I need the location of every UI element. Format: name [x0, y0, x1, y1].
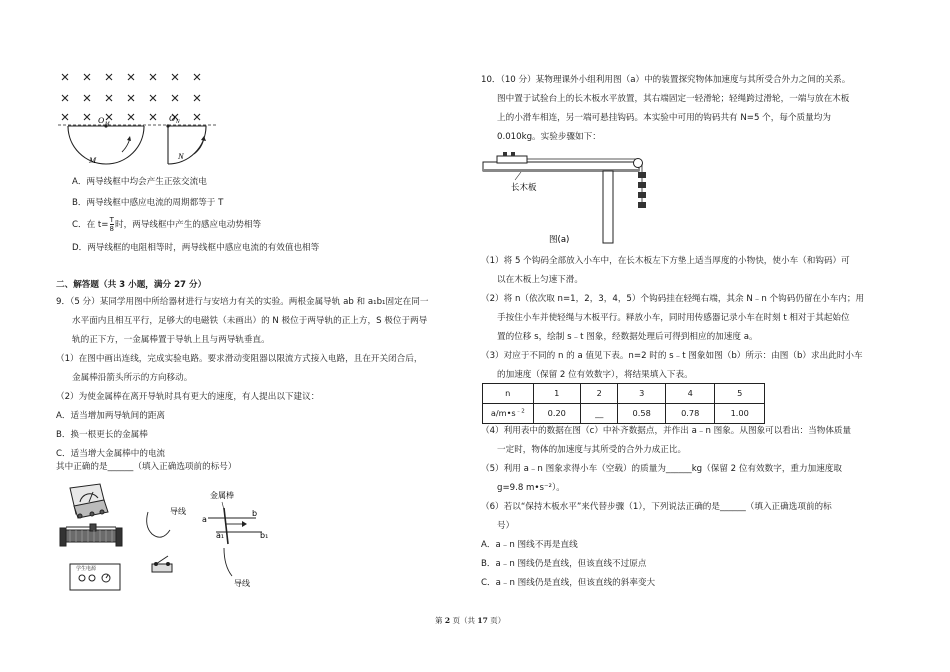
metal-rod [224, 508, 228, 544]
label-N: N [178, 151, 184, 161]
unit-label: a/m•s [490, 408, 516, 419]
magnetic-field-figure [56, 70, 226, 165]
step-line: 一定时，物体的加速度与其所受的合外力成正比。 [497, 445, 687, 455]
table-row [483, 404, 765, 424]
table-cell: 1.00 [715, 404, 765, 424]
table-cell: 0.20 [533, 404, 581, 424]
page-footer [435, 617, 505, 625]
q9-line: 轨的正下方，一金属棒置于导轨上且与两导轨垂直。 [72, 335, 270, 345]
q9-line: 金属棒沿箭头所示的方向移动。 [72, 373, 193, 383]
q9-option-a: A．适当增加两导轨间的距离 [56, 411, 166, 421]
n-a-table [482, 383, 765, 424]
q10-line: 0.010kg。实验步骤如下： [497, 132, 601, 142]
step-line: 手按住小车并使轻绳与木板平行。释放小车，同时用传感器记录小车在时刻 t 相对于其起始位 [497, 313, 850, 323]
table-cell: 0.58 [618, 404, 666, 424]
section-title: 二、解答题（共 3 小题，满分 27 分） [56, 280, 207, 290]
figure-a [481, 146, 671, 248]
table-cell: 5 [715, 384, 765, 404]
label-ON: O [169, 113, 176, 123]
rod-label: 金属棒 [210, 491, 234, 500]
label-ON-sub: N [176, 119, 180, 125]
wire-label-1: 导线 [170, 507, 186, 516]
q9-answer-prompt: 其中正确的是______（填入正确选项前的标号） [56, 462, 237, 472]
step-line: 以在木板上匀速下滑。 [497, 275, 583, 285]
label-b1: b₁ [260, 531, 269, 540]
step-line: （4）利用表中的数据在图（c）中补齐数据点，并作出 a﹣n 图象。从图象可以看出：当物体质量 [481, 426, 852, 436]
q10-option-b: B．a﹣n 图线仍是直线，但该直线不过原点 [481, 559, 647, 569]
q8-option-c-post: 时，两导线框中产生的感应电动势相等 [114, 220, 262, 230]
fig-a-caption: 图(a) [549, 235, 570, 245]
q8-option-d: D．两导线框的电阻相等时，两导线框中感应电流的有效值也相等 [72, 243, 320, 253]
cart [497, 156, 527, 163]
frame-M [68, 126, 144, 164]
answer-blank-cell[interactable]: __ [581, 404, 618, 424]
q8-option-b: B．两导线框中感应电流的周期都等于 T [72, 198, 224, 208]
table-cell: 4 [665, 384, 715, 404]
footer-post: 页） [487, 616, 506, 625]
q9-line: （2）为使金属棒在离开导轨时具有更大的速度，有人提出以下建议： [56, 392, 320, 402]
magnetic-field-diagram [56, 70, 226, 165]
label-a1: a₁ [216, 531, 225, 540]
circuit-diagram [56, 478, 286, 602]
unit-exponent: ﹣2 [515, 408, 525, 415]
label-M: M [89, 155, 97, 165]
step-line: 号） [497, 521, 515, 531]
pulley [634, 159, 643, 168]
footer-page: 2 [444, 616, 451, 625]
wire-1 [147, 512, 170, 537]
step-line: （3）对应于不同的 n 的 a 值见下表。n=2 时的 s﹣t 图象如图（b）所示：由图（b）求出此时小车 [481, 351, 863, 361]
wire-label-2: 导线 [234, 579, 250, 588]
q9-option-b: B．换一根更长的金属棒 [56, 430, 148, 440]
board-label: 长木板 [511, 183, 537, 193]
step-line: 置的位移 s，绘制 s﹣t 图象，经数据处理后可得到相应的加速度 a。 [497, 332, 758, 342]
wire-2 [224, 548, 232, 576]
table-cell: 0.78 [665, 404, 715, 424]
label-b: b [252, 509, 258, 518]
q10-line: 图中置于试验台上的长木板水平放置，其右端固定一轻滑轮；轻绳跨过滑轮，一端与放在木板 [497, 94, 850, 104]
table-cell: n [483, 384, 534, 404]
label-a: a [202, 515, 207, 524]
step-line: 的加速度（保留 2 位有效数字），将结果填入下表。 [497, 370, 693, 380]
frame-N [168, 126, 206, 164]
q9-line: 水平面内且相互平行，足够大的电磁铁（未画出）的 N 极位于两导轨的正上方，S 极位于两导 [72, 316, 428, 326]
q9-line: 9．（5 分）某同学用图中所给器材进行与安培力有关的实验。两根金属导轨 ab 和 a₁b₁固定在同一 [56, 297, 429, 307]
table-cell: 1 [533, 384, 581, 404]
q9-option-c: C．适当增大金属棒中的电流 [56, 449, 166, 459]
switch [152, 556, 172, 572]
rails [208, 518, 262, 532]
fraction-numerator: T [109, 216, 114, 224]
q10-option-c: C．a﹣n 图线仍是直线，但该直线的斜率变大 [481, 578, 656, 588]
fraction-denominator: 8 [109, 225, 114, 233]
q8-option-c [72, 216, 261, 233]
label-OM-sub: M [105, 121, 110, 127]
step-line: （5）利用 a﹣n 图象求得小车（空载）的质量为______kg（保留 2 位有效数字，重力加速度取 [481, 464, 842, 474]
q8-option-c-pre: C．在 t= [72, 220, 109, 230]
figure-a-diagram [481, 146, 671, 248]
footer-total: 17 [477, 616, 488, 625]
footer-mid: 页（共 [450, 616, 478, 625]
label-OM: O [98, 115, 105, 125]
long-board [483, 169, 639, 172]
q9-line: （1）在图中画出连线，完成实验电路。要求滑动变阻器以限流方式接入电路，且在开关闭合后， [56, 354, 423, 364]
table-leg [603, 171, 613, 243]
field-crosses [62, 74, 200, 120]
circuit-figure [56, 478, 286, 602]
q10-option-a: A．a﹣n 图线不再是直线 [481, 540, 578, 550]
table-row [483, 384, 765, 404]
fraction-t-over-8 [110, 216, 114, 233]
step-line: g=9.8 m•s⁻²）。 [497, 483, 565, 493]
table-row-label [483, 404, 534, 424]
q10-line: 上的小滑车相连，另一端可悬挂钩码。本实验中可用的钩码共有 N=5 个，每个质量均为 [497, 113, 831, 123]
step-line: （1）将 5 个钩码全部放入小车中，在长木板左下方垫上适当厚度的小物快，使小车（和钩码）可 [481, 256, 850, 266]
footer-pre: 第 [435, 616, 445, 625]
q8-option-a: A．两导线框中均会产生正弦交流电 [72, 177, 207, 187]
step-line: （6）若以“保持木板水平”来代替步骤（1），下列说法正确的是______（填入正确选项前的标 [481, 502, 832, 512]
rheostat [60, 524, 122, 546]
table-cell: 2 [581, 384, 618, 404]
ammeter [70, 484, 108, 518]
table-cell: 3 [618, 384, 666, 404]
q10-line: 10．（10 分）某物理课外小组利用图（a）中的装置探究物体加速度与其所受合外力之间的关系。 [481, 75, 851, 85]
step-line: （2）将 n（依次取 n=1，2，3，4，5）个钩码挂在轻绳右端，其余 N﹣n 个钩码仍留在小车内；用 [481, 294, 865, 304]
power-supply-label: 学生电源 [76, 566, 97, 572]
